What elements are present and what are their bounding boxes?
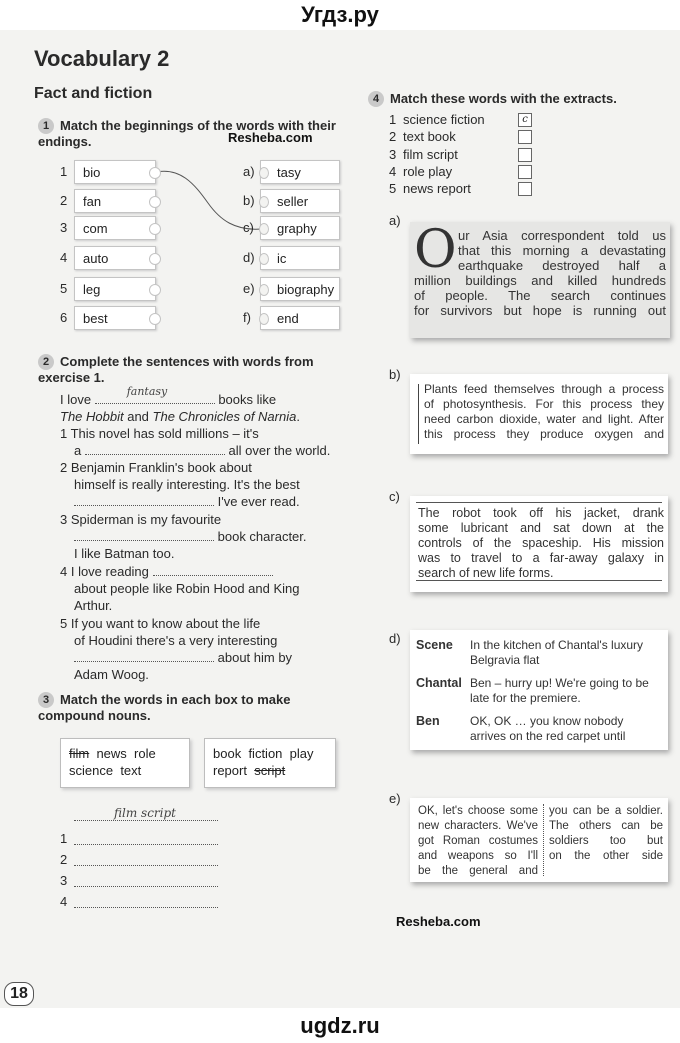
- ex3-example-answer: film script: [114, 806, 176, 820]
- ex2-s1b: [74, 442, 330, 459]
- ex4-answer-box[interactable]: [518, 182, 532, 196]
- ex1-left-number: 3: [60, 220, 68, 235]
- ex3-word-news: news: [96, 746, 127, 761]
- ex1-piece-tab: [149, 253, 161, 265]
- extract-d: [410, 630, 668, 750]
- ex3-word-play: play: [289, 746, 314, 761]
- ex2-s5c: [74, 649, 292, 666]
- ex3-word-text: text: [120, 763, 142, 778]
- extract-b-text: [424, 382, 664, 442]
- ex2-s2b: himself is really interesting. It's the best: [74, 477, 300, 492]
- ex3-word-script: script: [254, 763, 286, 778]
- ex2-s5d: Adam Woog.: [74, 667, 149, 682]
- ex3-line-number: 2: [60, 852, 68, 867]
- ex2-period: .: [296, 409, 300, 424]
- ex3-word-film: film: [69, 746, 90, 761]
- ex1-right-word: ic: [277, 251, 287, 266]
- extract-c-line: search of new life forms.: [418, 566, 554, 580]
- extract-c-line: The robot took off his jacket, drank: [418, 506, 664, 520]
- ex2-s3c: I like Batman too.: [74, 546, 175, 561]
- ex1-right-letter: f): [243, 310, 251, 325]
- ex4-item-number: 3: [389, 146, 397, 162]
- ex2-s3b-post: book character.: [217, 529, 307, 544]
- ex3-line-number: 1: [60, 831, 68, 846]
- ex4-instruction-text: Match these words with the extracts.: [390, 91, 617, 106]
- ex3-box-1: [60, 738, 190, 788]
- ex1-piece-tab: [149, 196, 161, 208]
- extract-e-left-line: got Roman costumes: [418, 835, 538, 847]
- extract-c-text: [418, 506, 664, 581]
- ex1-right-letter: c): [243, 220, 254, 235]
- extract-a-dropcap: O: [414, 220, 457, 280]
- extract-d-line: Belgravia flat: [470, 653, 540, 667]
- ex2-example-line2: [60, 408, 300, 425]
- ex1-piece-tab: [149, 313, 161, 325]
- ex1-piece-notch: [259, 223, 269, 235]
- ex2-s2c: [74, 493, 300, 510]
- ex1-piece-notch: [259, 196, 269, 208]
- extract-e-divider: [543, 804, 544, 876]
- ex1-right-piece-end[interactable]: [260, 306, 340, 330]
- ex3-number: 3: [38, 692, 54, 708]
- extract-b-line: of photosynthesis. For this process they: [424, 397, 664, 411]
- extract-a-line: million buildings and killed hundreds: [414, 273, 666, 288]
- ex3-word-role: role: [134, 746, 156, 761]
- extract-a-line: for survivors but hope is running out: [414, 303, 666, 318]
- ex1-left-number: 6: [60, 310, 68, 325]
- ex3-word-report: report: [213, 763, 247, 778]
- ex4-answer-box[interactable]: c: [518, 113, 532, 127]
- ex2-s2-blank[interactable]: [74, 493, 214, 506]
- ex4-item-number: 4: [389, 163, 397, 179]
- ex2-number: 2: [38, 354, 54, 370]
- extract-a-line: earthquake destroyed half a: [458, 258, 666, 273]
- ex1-right-word: graphy: [277, 221, 317, 236]
- ex4-number: 4: [368, 91, 384, 107]
- ex1-left-number: 5: [60, 281, 68, 296]
- ex1-piece-notch: [259, 313, 269, 325]
- extract-b-rule: [418, 384, 419, 444]
- extract-e-left-line: be the general and: [418, 865, 538, 877]
- ex3-answer-line[interactable]: [74, 832, 218, 845]
- ex1-left-piece-com[interactable]: [74, 216, 156, 240]
- ex2-s3a: 3 Spiderman is my favourite: [60, 512, 222, 527]
- extract-a-text: [414, 220, 666, 318]
- extract-a-line: that this morning a devastating: [458, 243, 666, 258]
- extract-e-left-line: and weapons so I'll: [418, 850, 538, 862]
- extract-d-label: d): [389, 631, 401, 646]
- watermark-top: Resheba.com: [228, 130, 313, 145]
- extract-c: [410, 496, 668, 592]
- extract-d-line: OK, OK … you know nobody: [470, 714, 624, 728]
- ex1-piece-tab: [149, 223, 161, 235]
- page-subtitle: Fact and fiction: [34, 85, 153, 102]
- ex4-instruction: [368, 91, 668, 107]
- ex1-left-piece-fan[interactable]: [74, 189, 156, 213]
- ex2-s2c-post: I've ever read.: [217, 494, 300, 509]
- extract-c-top-rule: [416, 502, 662, 503]
- extract-c-line: was to travel to a far-away galaxy in: [418, 551, 664, 565]
- ex1-left-number: 2: [60, 193, 68, 208]
- ex1-piece-tab: [149, 284, 161, 296]
- ex2-example-answer: fantasy: [126, 385, 168, 398]
- ex2-example: [60, 385, 277, 408]
- ex1-right-letter: e): [243, 281, 255, 296]
- ex1-right-piece-ic[interactable]: [260, 246, 340, 270]
- extract-c-line: controls of the spaceship. His mission: [418, 536, 664, 550]
- ex2-s1b-post: all over the world.: [228, 443, 331, 458]
- ex2-s1-blank[interactable]: [85, 442, 225, 455]
- ex1-right-piece-biography[interactable]: [260, 277, 340, 301]
- extract-d-line: In the kitchen of Chantal's luxury: [470, 638, 644, 652]
- extract-c-label: c): [389, 489, 400, 504]
- ex1-left-number: 4: [60, 250, 68, 265]
- ex2-instruction: [38, 354, 338, 386]
- extract-d-line: Ben – hurry up! We're going to be: [470, 676, 649, 690]
- extract-e-right-col: [549, 804, 663, 864]
- extract-d-line: arrives on the red carpet until: [470, 729, 626, 743]
- ex1-left-piece-bio[interactable]: [74, 160, 156, 184]
- ex4-answer-box[interactable]: [518, 148, 532, 162]
- extract-d-speaker: Scene: [416, 638, 453, 652]
- ex1-piece-notch: [259, 167, 269, 179]
- ex2-book-narnia: The Chronicles of Narnia: [152, 409, 297, 424]
- ex3-line-number: 4: [60, 894, 68, 909]
- ex1-right-letter: a): [243, 164, 255, 179]
- extract-b-label: b): [389, 367, 401, 382]
- ex2-s5-blank[interactable]: [74, 649, 214, 662]
- ex1-left-word: leg: [83, 282, 101, 297]
- ex4-item-text: role play: [403, 163, 453, 179]
- ex4-item-number: 2: [389, 129, 397, 145]
- ex2-s3b: [74, 528, 307, 545]
- extract-e-right-line: soldiers too but: [549, 835, 663, 847]
- ex2-s1b-pre: a: [74, 443, 82, 458]
- ex4-item-text: science fiction: [403, 112, 485, 127]
- ex4-item-number: 1: [389, 112, 397, 127]
- ex2-instruction-text: Complete the sentences with words from exercise 1.: [38, 354, 314, 385]
- ex1-left-word: best: [83, 311, 108, 326]
- ex1-piece-notch: [259, 284, 269, 296]
- ex1-piece-tab: [149, 167, 161, 179]
- ex3-answer-line[interactable]: [74, 874, 218, 887]
- extract-e-label: e): [389, 791, 401, 806]
- ex2-s1a: 1 This novel has sold millions – it's: [60, 426, 259, 441]
- ex2-book-hobbit: The Hobbit: [60, 409, 124, 424]
- extract-b-line: need carbon dioxide, water and light. After: [424, 412, 664, 426]
- ex4-item-text: text book: [403, 129, 456, 145]
- ex4-item-number: 5: [389, 181, 397, 197]
- ex3-word-science: science: [69, 763, 114, 778]
- extract-d-speaker: Chantal: [416, 676, 462, 690]
- extract-e-right-line: The others can be: [549, 820, 663, 832]
- extract-d-line: late for the premiere.: [470, 691, 581, 705]
- extract-a-line: of people. The search continues: [414, 288, 666, 303]
- ex3-example-line: [74, 808, 218, 821]
- extract-e-left-line: new characters. We've: [418, 820, 538, 832]
- ex3-answer-line[interactable]: [74, 895, 218, 908]
- extract-b: [410, 374, 668, 454]
- ex1-left-piece-best[interactable]: [74, 306, 156, 330]
- ex3-answer-line[interactable]: [74, 853, 218, 866]
- ex1-left-piece-auto[interactable]: [74, 246, 156, 270]
- ex2-s5b: of Houdini there's a very interesting: [74, 633, 278, 648]
- ex1-left-word: fan: [83, 194, 102, 209]
- extract-e: [410, 798, 668, 882]
- ex1-left-number: 1: [60, 164, 68, 179]
- ex2-s4c: Arthur.: [74, 598, 113, 613]
- extract-e-left-col: [418, 804, 538, 879]
- extract-e-right-line: you can be a soldier.: [549, 805, 663, 817]
- ex1-left-word: bio: [83, 165, 101, 180]
- ex1-right-word: biography: [277, 282, 335, 297]
- page-number: 18: [4, 982, 34, 1006]
- extract-c-bottom-rule: [416, 580, 662, 581]
- ex1-piece-notch: [259, 253, 269, 265]
- ex2-s5a: 5 If you want to know about the life: [60, 616, 261, 631]
- ex1-instruction-text: Match the beginnings of the words with their endings.: [38, 118, 336, 149]
- extract-b-line: Plants feed themselves through a process: [424, 382, 664, 396]
- watermark-bottom: Resheba.com: [396, 914, 481, 929]
- ex3-box-2: [204, 738, 336, 788]
- ex3-word-book: book: [213, 746, 242, 761]
- extract-c-line: some lubricant and sat down at the: [418, 521, 664, 535]
- ex1-right-letter: b): [243, 193, 255, 208]
- ex1-right-piece-graphy[interactable]: [260, 216, 340, 240]
- extract-a-label: a): [389, 213, 401, 228]
- ex1-number: 1: [38, 118, 54, 134]
- ex1-right-piece-tasy[interactable]: [260, 160, 340, 184]
- ex2-s3-blank[interactable]: [74, 528, 214, 541]
- ex3-line-number: 3: [60, 873, 68, 888]
- extract-d-speaker: Ben: [416, 714, 440, 728]
- ex3-instruction: [38, 692, 338, 724]
- ex2-s4b: about people like Robin Hood and King: [74, 581, 300, 596]
- extract-a: [410, 222, 670, 338]
- ex4-answer-box[interactable]: [518, 130, 532, 144]
- page-title: Vocabulary 2: [34, 46, 170, 71]
- ex1-right-word: seller: [277, 194, 309, 209]
- ex1-right-piece-seller[interactable]: [260, 189, 340, 213]
- ex2-example-post: books like: [218, 392, 277, 407]
- extract-e-left-line: OK, let's choose some: [418, 805, 538, 817]
- ex3-instruction-text: Match the words in each box to make compound nouns.: [38, 692, 291, 723]
- site-footer: ugdz.ru: [0, 1008, 680, 1043]
- ex1-left-word: com: [83, 221, 108, 236]
- ex1-left-word: auto: [83, 251, 109, 266]
- ex4-answer-box[interactable]: [518, 165, 532, 179]
- ex2-example-blank[interactable]: [95, 385, 215, 404]
- ex2-s2a: 2 Benjamin Franklin's book about: [60, 460, 252, 475]
- extract-e-right-line: on the other side: [549, 850, 663, 862]
- ex2-and: and: [127, 409, 149, 424]
- ex1-right-letter: d): [243, 250, 255, 265]
- ex4-item-text: news report: [403, 181, 471, 197]
- ex1-left-piece-leg[interactable]: [74, 277, 156, 301]
- ex3-word-fiction: fiction: [248, 746, 283, 761]
- ex2-example-pre: I love: [60, 392, 92, 407]
- ex2-s4-blank[interactable]: [153, 563, 273, 576]
- extract-a-line: ur Asia correspondent told us: [458, 228, 666, 243]
- ex1-right-word: end: [277, 311, 299, 326]
- site-header: Угдз.ру: [0, 0, 680, 30]
- extract-b-line: this process they produce oxygen and: [424, 427, 664, 441]
- ex2-s4a-text: 4 I love reading: [60, 564, 149, 579]
- ex2-s5c-post: about him by: [217, 650, 293, 665]
- ex2-s4a: [60, 563, 273, 580]
- ex4-item-text: film script: [403, 146, 458, 162]
- ex1-right-word: tasy: [277, 165, 301, 180]
